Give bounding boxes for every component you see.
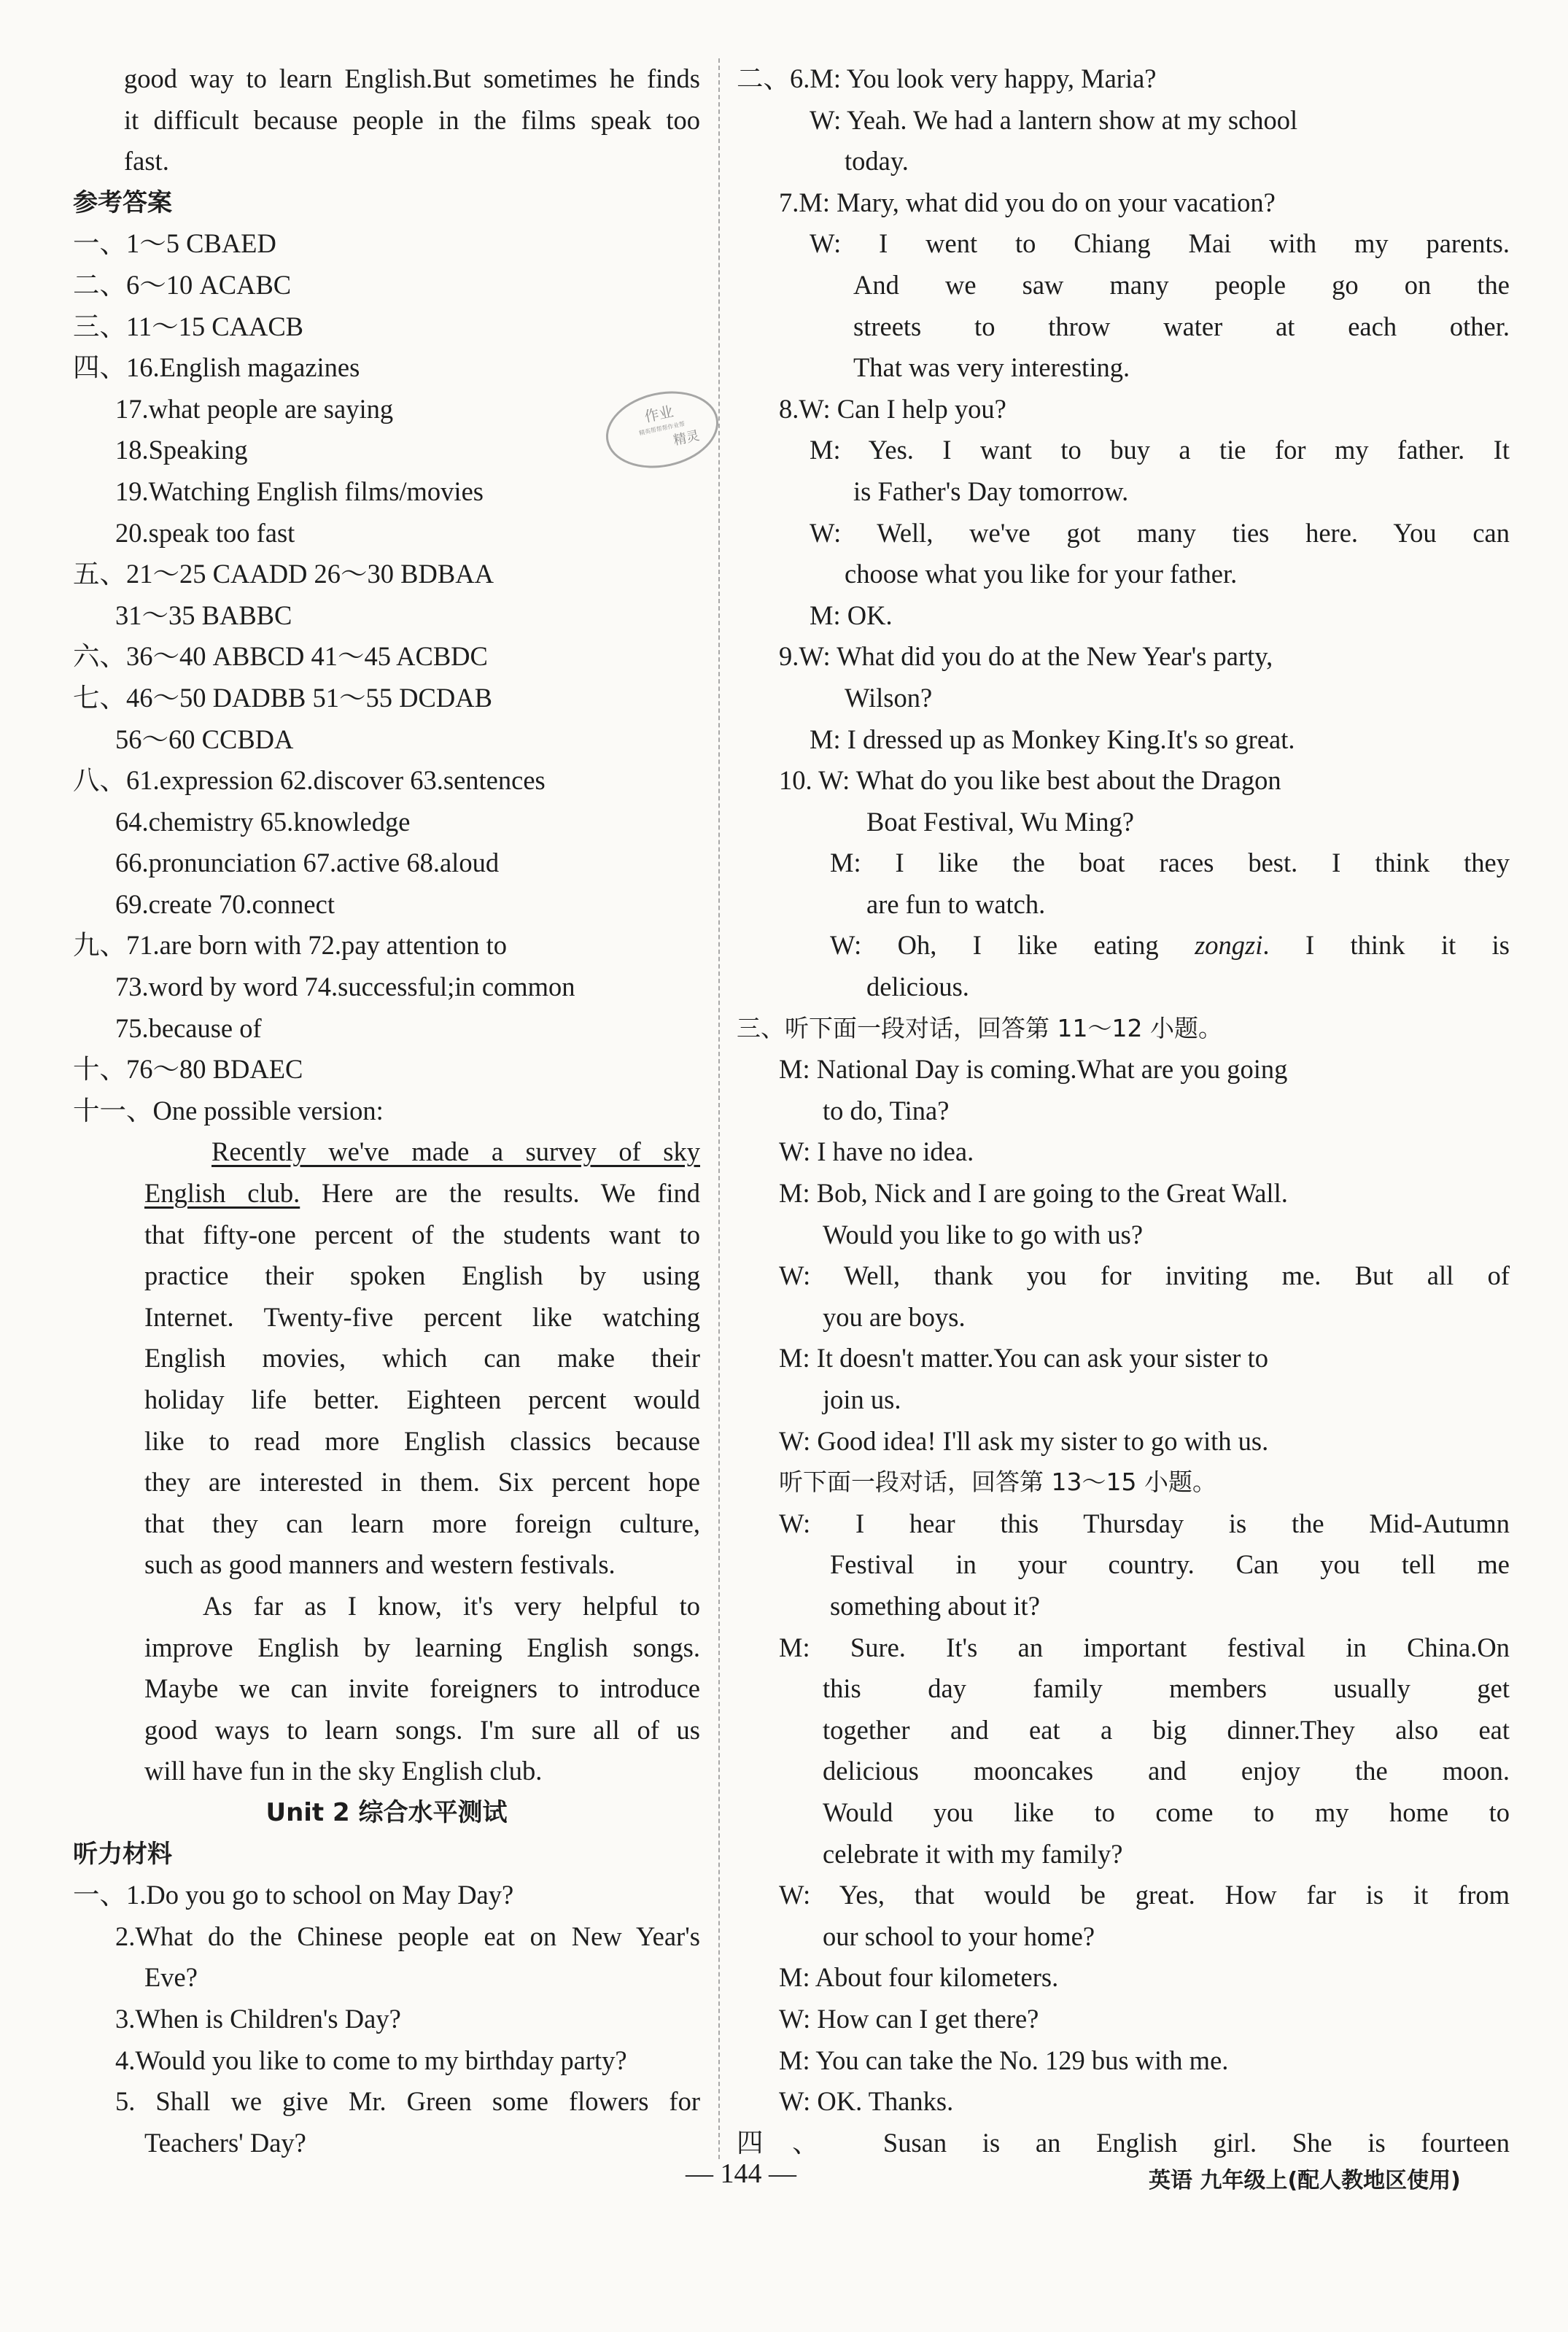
left-line: 七、46～50 DADBB 51～55 DCDAB <box>73 682 492 713</box>
left-line: Maybe we can invite foreigners to introduce <box>144 1673 700 1704</box>
left-line: 20.speak too fast <box>115 517 295 548</box>
right-line: M: OK. <box>810 600 893 630</box>
footer-title: 英语 九年级上(配人教地区使用) <box>1149 2168 1461 2193</box>
right-line: celebrate it with my family? <box>823 1838 1123 1869</box>
left-line: 5. Shall we give Mr. Green some flowers for <box>115 2086 700 2117</box>
left-line: English club. Here are the results. We find <box>144 1178 700 1209</box>
left-line: 73.word by word 74.successful;in common <box>115 972 575 1002</box>
right-line: M: It doesn't matter.You can ask your sister to <box>779 1343 1268 1374</box>
left-line: 69.create 70.connect <box>115 888 335 919</box>
right-line: together and eat a big dinner.They also eat <box>823 1714 1510 1745</box>
left-line: such as good manners and western festivals. <box>144 1549 616 1580</box>
right-line: That was very interesting. <box>853 352 1130 383</box>
right-line: join us. <box>823 1384 901 1414</box>
left-line: will have fun in the sky English club. <box>144 1756 543 1786</box>
right-line: M: I dressed up as Monkey King.It's so great. <box>810 724 1295 754</box>
left-line: that they can learn more foreign culture, <box>144 1508 700 1538</box>
right-line: W: Yes, that would be great. How far is it from <box>779 1880 1510 1910</box>
right-line: Wilson? <box>845 682 933 713</box>
left-line: 64.chemistry 65.knowledge <box>115 806 411 837</box>
left-line: like to read more English classics because <box>144 1425 700 1456</box>
right-line: M: Bob, Nick and I are going to the Great Wall. <box>779 1178 1288 1209</box>
left-line: 75.because of <box>115 1012 262 1043</box>
right-line: 四、 Susan is an English girl. She is fourteen <box>737 2127 1510 2158</box>
right-line: M: You can take the No. 129 bus with me. <box>779 2045 1229 2075</box>
right-line: this day family members usually get <box>823 1673 1510 1704</box>
left-line: 一、1.Do you go to school on May Day? <box>73 1880 514 1910</box>
left-line: Recently we've made a survey of sky <box>211 1136 700 1167</box>
left-line: 参考答案 <box>73 187 172 217</box>
left-line: holiday life better. Eighteen percent would <box>144 1384 700 1414</box>
right-line: M: Sure. It's an important festival in China.On <box>779 1632 1510 1662</box>
right-line: Would you like to go with us? <box>823 1219 1144 1250</box>
right-line: something about it? <box>830 1590 1040 1621</box>
right-line: W: Oh, I like eating zongzi. I think it is <box>830 930 1510 961</box>
left-line: 十、76～80 BDAEC <box>73 1054 303 1085</box>
left-line: 二、6～10 ACABC <box>73 269 292 300</box>
left-line: 四、16.English magazines <box>73 352 360 383</box>
right-line: 8.W: Can I help you? <box>779 393 1006 424</box>
left-line: 五、21～25 CAADD 26～30 BDBAA <box>73 559 494 589</box>
left-line: 17.what people are saying <box>115 393 394 424</box>
right-line: M: Yes. I want to buy a tie for my father. It <box>810 435 1510 465</box>
left-line: improve English by learning English songs. <box>144 1632 700 1662</box>
left-line: As far as I know, it's very helpful to <box>203 1590 700 1621</box>
right-line: 9.W: What did you do at the New Year's party, <box>779 641 1273 672</box>
right-line: today. <box>845 146 909 177</box>
left-line: practice their spoken English by using <box>144 1260 700 1291</box>
left-line: 八、61.expression 62.discover 63.sentences <box>73 765 546 796</box>
left-line: 3.When is Children's Day? <box>115 2003 401 2034</box>
left-line: English movies, which can make their <box>144 1343 700 1374</box>
page-number: — 144 — <box>686 2158 796 2189</box>
right-line: And we saw many people go on the <box>853 269 1510 300</box>
right-line: to do, Tina? <box>823 1095 950 1126</box>
left-line: 4.Would you like to come to my birthday party? <box>115 2045 627 2075</box>
right-line: delicious. <box>866 972 969 1002</box>
right-line: W: I went to Chiang Mai with my parents. <box>810 228 1510 259</box>
left-line: it difficult because people in the films speak too <box>124 104 700 135</box>
left-line: 听力材料 <box>73 1839 172 1869</box>
left-line: good way to learn English.But sometimes he finds <box>124 63 700 93</box>
left-line: Internet. Twenty-five percent like watching <box>144 1301 700 1332</box>
right-line: 听下面一段对话，回答第 13～15 小题。 <box>779 1468 1216 1497</box>
left-line: 31～35 BABBC <box>115 600 292 630</box>
left-line: 一、1～5 CBAED <box>73 228 276 259</box>
right-line: W: Well, thank you for inviting me. But all of <box>779 1260 1510 1291</box>
right-line: are fun to watch. <box>866 888 1046 919</box>
left-column <box>73 58 700 2164</box>
right-line: W: Good idea! I'll ask my sister to go with us. <box>779 1425 1269 1456</box>
right-line: 三、听下面一段对话，回答第 11～12 小题。 <box>737 1013 1222 1042</box>
right-line: you are boys. <box>823 1301 966 1332</box>
left-line: that fifty-one percent of the students want to <box>144 1219 700 1250</box>
left-line: they are interested in them. Six percent hope <box>144 1467 700 1498</box>
left-line: 66.pronunciation 67.active 68.aloud <box>115 848 500 878</box>
left-line: good ways to learn songs. I'm sure all of us <box>144 1714 700 1745</box>
right-line: 10. W: What do you like best about the Dragon <box>779 765 1281 796</box>
right-line: M: I like the boat races best. I think they <box>830 848 1510 878</box>
right-line: Festival in your country. Can you tell me <box>830 1549 1510 1580</box>
left-line: 六、36～40 ABBCD 41～45 ACBDC <box>73 641 488 672</box>
column-divider <box>718 58 720 2159</box>
left-line: 18.Speaking <box>115 435 248 465</box>
right-line: W: Yeah. We had a lantern show at my school <box>810 104 1298 135</box>
right-line: W: OK. Thanks. <box>779 2086 954 2117</box>
left-line: 19.Watching English films/movies <box>115 476 484 506</box>
left-line: 十一、One possible version: <box>73 1095 384 1126</box>
right-line: 二、6.M: You look very happy, Maria? <box>737 63 1157 93</box>
right-line: W: Well, we've got many ties here. You can <box>810 517 1510 548</box>
left-line: Eve? <box>144 1962 198 1993</box>
left-line: Unit 2 综合水平测试 <box>265 1797 508 1827</box>
left-line: 九、71.are born with 72.pay attention to <box>73 930 508 961</box>
right-line: Would you like to come to my home to <box>823 1797 1510 1827</box>
right-line: W: I hear this Thursday is the Mid-Autumn <box>779 1508 1510 1538</box>
left-line: fast. <box>124 146 169 177</box>
right-line: is Father's Day tomorrow. <box>853 476 1129 506</box>
right-line: streets to throw water at each other. <box>853 311 1510 341</box>
right-line: Boat Festival, Wu Ming? <box>866 806 1134 837</box>
left-line: 56～60 CCBDA <box>115 724 294 754</box>
right-line: delicious mooncakes and enjoy the moon. <box>823 1756 1510 1786</box>
right-line: W: I have no idea. <box>779 1136 974 1167</box>
left-line: 三、11～15 CAACB <box>73 311 304 341</box>
right-line: M: National Day is coming.What are you going <box>779 1054 1288 1085</box>
right-line: M: About four kilometers. <box>779 1962 1059 1993</box>
right-line: choose what you like for your father. <box>845 559 1238 589</box>
left-line: Teachers' Day? <box>144 2127 306 2158</box>
right-line: 7.M: Mary, what did you do on your vacation? <box>779 187 1276 217</box>
right-line: our school to your home? <box>823 1921 1095 1951</box>
watermark-stamp: 作业 精英帮帮帮作业帮 精灵 <box>599 381 726 478</box>
left-line: 2.What do the Chinese people eat on New Year's <box>115 1921 700 1951</box>
right-line: W: How can I get there? <box>779 2003 1039 2034</box>
right-column <box>737 58 1510 2164</box>
page-footer <box>0 2158 1568 2201</box>
